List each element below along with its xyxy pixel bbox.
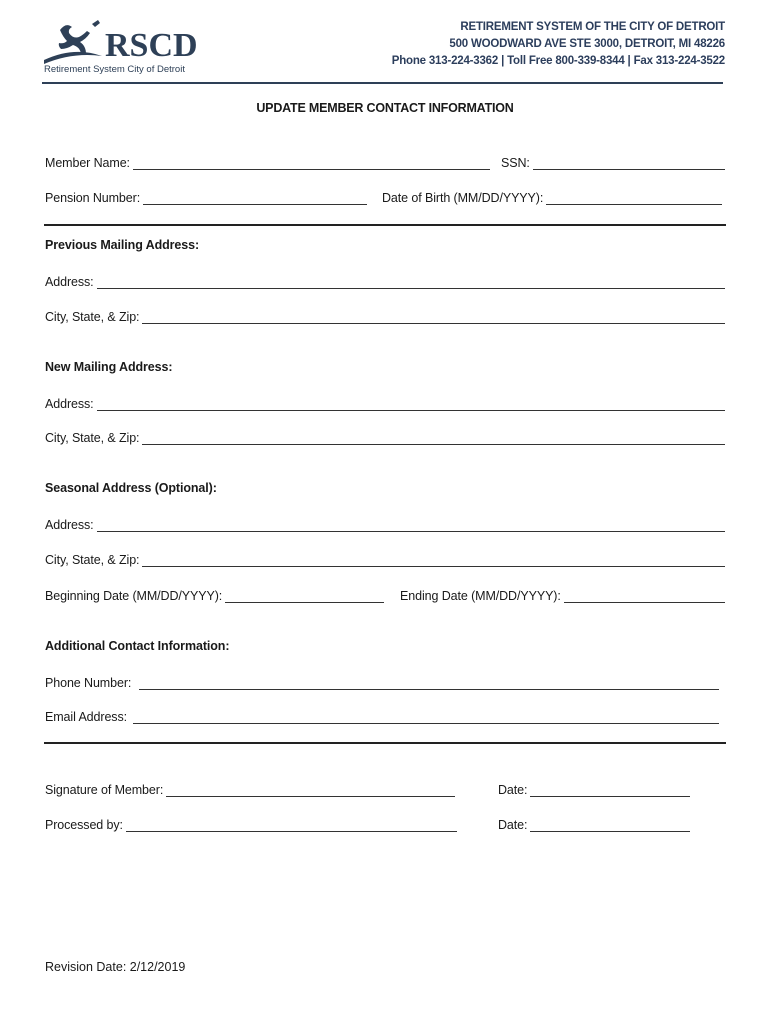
additional-contact-heading: Additional Contact Information:: [45, 639, 230, 653]
previous-address-input[interactable]: [97, 275, 725, 289]
org-contact: Phone 313-224-3362 | Toll Free 800-339-8344 | Fax 313-224-3522: [391, 55, 725, 67]
phone-row: [45, 672, 725, 692]
processed-by-label: Processed by:: [45, 818, 123, 832]
seasonal-address-heading: Seasonal Address (Optional):: [45, 481, 217, 495]
dob-label: Date of Birth (MM/DD/YYYY):: [382, 191, 544, 205]
date-label: Date:: [498, 783, 528, 797]
address-label: Address:: [45, 275, 94, 289]
seasonal-city-input[interactable]: [142, 553, 725, 567]
pension-number-input[interactable]: [143, 191, 367, 205]
previous-city-row: [45, 306, 725, 326]
seasonal-address-field[interactable]: [45, 514, 725, 532]
ssn-input[interactable]: [533, 156, 725, 170]
pension-number-field[interactable]: [45, 187, 367, 205]
new-city-row: [45, 427, 725, 447]
pension-number-label: Pension Number:: [45, 191, 141, 205]
header-divider: [42, 82, 723, 84]
city-label: City, State, & Zip:: [45, 553, 140, 567]
email-address-label: Email Address:: [45, 710, 127, 724]
svg-text:RSCD: RSCD: [105, 27, 198, 64]
svg-text:Retirement System City of Detr: Retirement System City of Detroit: [44, 64, 185, 75]
revision-date: Revision Date: 2/12/2019: [45, 960, 186, 974]
org-address: 500 WOODWARD AVE STE 3000, DETROIT, MI 48226: [449, 38, 725, 50]
seasonal-city-field[interactable]: [45, 549, 725, 567]
pension-row: [45, 187, 725, 207]
signature-divider: [44, 742, 726, 744]
rscd-logo: [42, 16, 207, 76]
beginning-date-label: Beginning Date (MM/DD/YYYY):: [45, 589, 223, 603]
phone-number-field[interactable]: [45, 672, 719, 690]
signature-row: [45, 779, 725, 799]
ssn-field[interactable]: [501, 152, 725, 170]
previous-address-heading: Previous Mailing Address:: [45, 238, 200, 252]
email-row: [45, 706, 725, 726]
org-info: [392, 19, 725, 70]
processed-row: [45, 814, 725, 834]
previous-city-input[interactable]: [142, 310, 725, 324]
new-address-input[interactable]: [97, 397, 725, 411]
seasonal-city-row: [45, 549, 725, 569]
email-address-field[interactable]: [45, 706, 719, 724]
address-label: Address:: [45, 518, 94, 532]
signature-date-field[interactable]: [498, 779, 690, 797]
seasonal-dates-row: [45, 585, 725, 605]
city-label: City, State, & Zip:: [45, 310, 140, 324]
previous-city-field[interactable]: [45, 306, 725, 324]
member-signature-field[interactable]: [45, 779, 455, 797]
member-name-field[interactable]: [45, 152, 490, 170]
ending-date-field[interactable]: [400, 585, 725, 603]
form-title: UPDATE MEMBER CONTACT INFORMATION: [256, 101, 514, 115]
member-name-label: Member Name:: [45, 156, 130, 170]
new-address-field[interactable]: [45, 393, 725, 411]
new-city-input[interactable]: [142, 431, 725, 445]
ending-date-label: Ending Date (MM/DD/YYYY):: [400, 589, 561, 603]
email-address-input[interactable]: [133, 710, 719, 724]
city-label: City, State, & Zip:: [45, 431, 140, 445]
ssn-label: SSN:: [501, 156, 530, 170]
signature-label: Signature of Member:: [45, 783, 164, 797]
processed-by-input[interactable]: [126, 818, 457, 832]
phone-number-label: Phone Number:: [45, 676, 132, 690]
new-address-row: [45, 393, 725, 413]
dob-field[interactable]: [382, 187, 722, 205]
date-label: Date:: [498, 818, 528, 832]
beginning-date-field[interactable]: [45, 585, 384, 603]
new-city-field[interactable]: [45, 427, 725, 445]
member-name-input[interactable]: [133, 156, 490, 170]
processed-date-field[interactable]: [498, 814, 690, 832]
section-divider: [44, 224, 726, 226]
previous-address-field[interactable]: [45, 271, 725, 289]
signature-date-input[interactable]: [530, 783, 690, 797]
phone-number-input[interactable]: [139, 676, 719, 690]
seasonal-address-input[interactable]: [97, 518, 725, 532]
spirit-figure-icon: [44, 20, 102, 64]
member-row: [45, 152, 725, 172]
seasonal-address-row: [45, 514, 725, 534]
processed-date-input[interactable]: [530, 818, 690, 832]
beginning-date-input[interactable]: [225, 589, 384, 603]
new-address-heading: New Mailing Address:: [45, 360, 173, 374]
ending-date-input[interactable]: [564, 589, 725, 603]
dob-input[interactable]: [546, 191, 722, 205]
member-signature-input[interactable]: [166, 783, 455, 797]
address-label: Address:: [45, 397, 94, 411]
previous-address-row: [45, 271, 725, 291]
processed-by-field[interactable]: [45, 814, 457, 832]
org-name: RETIREMENT SYSTEM OF THE CITY OF DETROIT: [460, 21, 725, 33]
